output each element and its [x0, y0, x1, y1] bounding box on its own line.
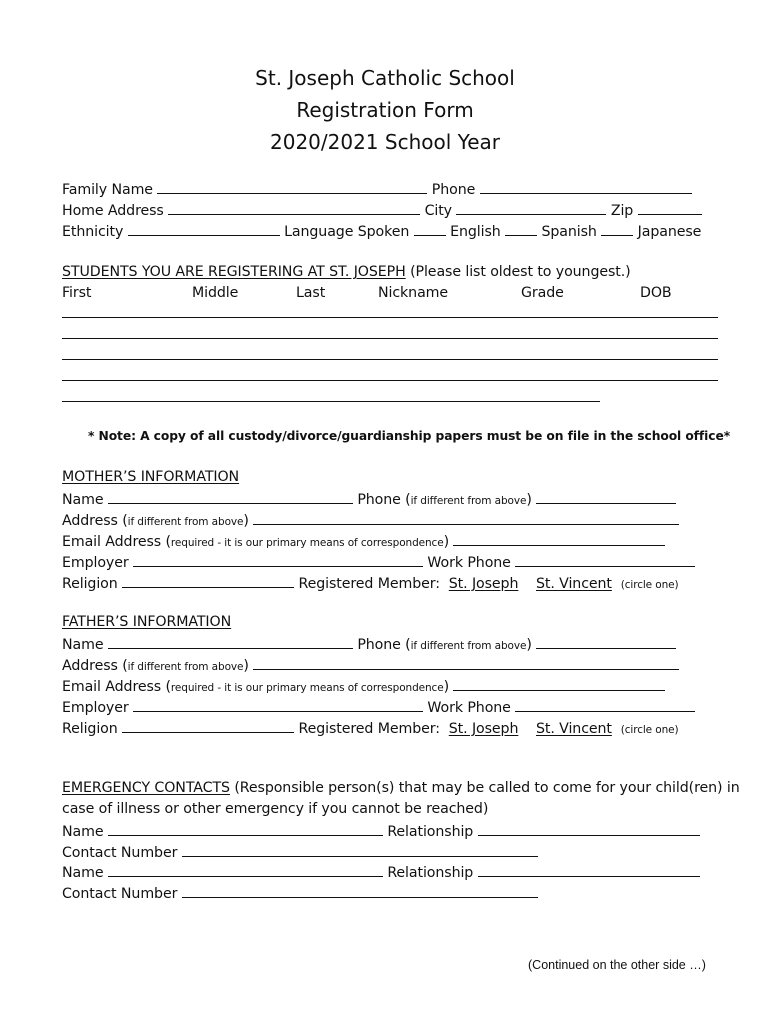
mother-phone-field[interactable]: [536, 488, 676, 504]
mother-employer-row: Employer Work Phone: [62, 551, 695, 573]
father-email-row: Email Address (required - it is our primary means of correspondence): [62, 675, 665, 698]
emergency-contact-field-2[interactable]: [182, 882, 538, 898]
col-middle: Middle: [192, 285, 239, 301]
col-dob: DOB: [640, 285, 672, 301]
father-option-st-joseph[interactable]: St. Joseph: [448, 721, 519, 737]
continued-footer: (Continued on the other side …): [528, 958, 706, 972]
mother-name-field[interactable]: [108, 488, 353, 504]
father-employer-row: Employer Work Phone: [62, 696, 695, 718]
father-religion-row: Religion Registered Member: St. Joseph St. Vincent (circle one): [62, 717, 679, 740]
student-columns: [62, 283, 722, 303]
mother-religion-field[interactable]: [122, 572, 294, 588]
student-line-1[interactable]: [62, 317, 718, 318]
mother-address-field[interactable]: [253, 509, 679, 525]
home-address-field[interactable]: [168, 199, 420, 215]
emergency-heading: EMERGENCY CONTACTS: [62, 780, 230, 796]
emergency-name-row-2: Name Relationship: [62, 861, 700, 883]
family-name-row: Family Name Phone: [62, 178, 692, 200]
form-title: Registration Form: [296, 98, 474, 122]
mother-address-row: Address (if different from above): [62, 509, 679, 532]
school-name: St. Joseph Catholic School: [255, 66, 515, 90]
student-line-3[interactable]: [62, 359, 718, 360]
emergency-heading-row: EMERGENCY CONTACTS (Responsible person(s) that may be called to come for your child(ren) in: [62, 780, 740, 796]
emergency-name-field-1[interactable]: [108, 820, 383, 836]
custody-note: * Note: A copy of all custody/divorce/guardianship papers must be on file in the school office*: [88, 429, 731, 443]
mother-heading: MOTHER’S INFORMATION: [62, 469, 240, 485]
emergency-contact-field-1[interactable]: [182, 841, 538, 857]
emergency-contact-row-1: Contact Number: [62, 841, 538, 863]
ethnicity-field[interactable]: [128, 220, 280, 236]
father-option-st-vincent[interactable]: St. Vincent: [535, 721, 612, 737]
father-address-field[interactable]: [253, 654, 679, 670]
students-heading-row: [62, 262, 631, 282]
father-name-field[interactable]: [108, 633, 353, 649]
emergency-name-row-1: Name Relationship: [62, 820, 700, 842]
col-nickname: Nickname: [378, 285, 449, 301]
students-instruction: (Please list oldest to youngest.): [410, 264, 631, 280]
father-address-row: Address (if different from above): [62, 654, 679, 677]
mother-name-row: Name Phone (if different from above): [62, 488, 676, 511]
col-last: Last: [296, 285, 326, 301]
mother-option-st-joseph[interactable]: St. Joseph: [448, 576, 519, 592]
spanish-check[interactable]: [505, 220, 537, 236]
col-grade: Grade: [521, 285, 564, 301]
family-name-field[interactable]: [157, 178, 427, 194]
mother-option-st-vincent[interactable]: St. Vincent: [535, 576, 612, 592]
city-field[interactable]: [456, 199, 606, 215]
mother-employer-field[interactable]: [133, 551, 423, 567]
emergency-relationship-field-2[interactable]: [478, 861, 700, 877]
japanese-check[interactable]: [601, 220, 633, 236]
emergency-name-field-2[interactable]: [108, 861, 383, 877]
zip-field[interactable]: [638, 199, 702, 215]
mother-work-phone-field[interactable]: [515, 551, 695, 567]
student-line-5[interactable]: [62, 401, 600, 402]
school-year: 2020/2021 School Year: [270, 130, 500, 154]
emergency-desc-line2: case of illness or other emergency if you cannot be reached): [62, 801, 489, 817]
english-check[interactable]: [414, 220, 446, 236]
home-address-row: Home Address City Zip: [62, 199, 702, 221]
father-religion-field[interactable]: [122, 717, 294, 733]
mother-religion-row: Religion Registered Member: St. Joseph St. Vincent (circle one): [62, 572, 679, 595]
family-phone-field[interactable]: [480, 178, 692, 194]
emergency-contact-row-2: Contact Number: [62, 882, 538, 904]
student-line-4[interactable]: [62, 380, 718, 381]
father-heading: FATHER’S INFORMATION: [62, 614, 232, 630]
father-work-phone-field[interactable]: [515, 696, 695, 712]
father-employer-field[interactable]: [133, 696, 423, 712]
father-name-row: Name Phone (if different from above): [62, 633, 676, 656]
ethnicity-row: Ethnicity Language Spoken English Spanish Japanese: [62, 220, 701, 242]
students-heading: STUDENTS YOU ARE REGISTERING AT ST. JOSEPH: [62, 264, 406, 280]
emergency-relationship-field-1[interactable]: [478, 820, 700, 836]
father-email-field[interactable]: [453, 675, 665, 691]
father-phone-field[interactable]: [536, 633, 676, 649]
student-line-2[interactable]: [62, 338, 718, 339]
col-first: First: [62, 285, 92, 301]
mother-email-field[interactable]: [453, 530, 665, 546]
mother-email-row: Email Address (required - it is our primary means of correspondence): [62, 530, 665, 553]
